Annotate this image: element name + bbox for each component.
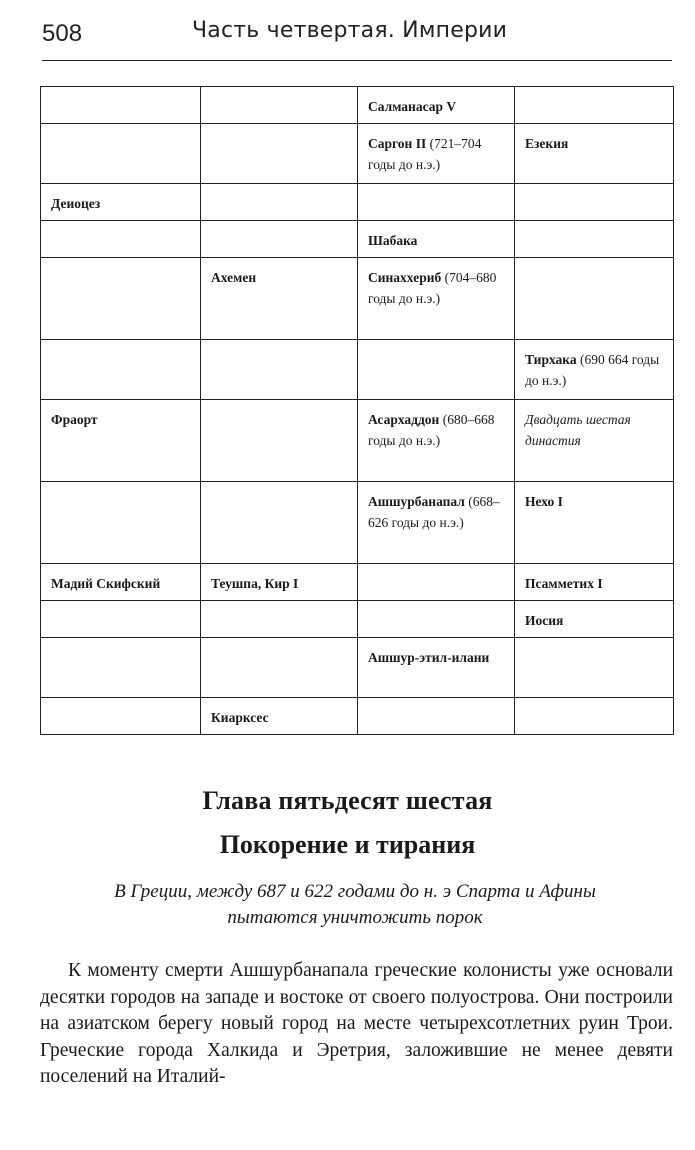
table-cell	[201, 124, 358, 184]
table-cell	[41, 221, 201, 258]
table-cell	[201, 638, 358, 698]
reign-dates: (680–668 годы до н.э.)	[368, 412, 495, 448]
table-cell	[515, 564, 674, 601]
table-cell	[515, 221, 674, 258]
table-cell	[201, 601, 358, 638]
table-row	[41, 698, 674, 735]
ruler-name: Ашшурбанапал	[368, 494, 465, 509]
page-number: 508	[42, 20, 83, 47]
body-paragraph: К моменту смерти Ашшурбанапала греческие колонисты уже основали десятки городов на западе и востоке от своего полуострова. Они построили на азиатском берегу новый город на месте четырехсотлетних руин Трои. Греческие города Халкида и Эретрия, заложившие не менее девяти поселений на Италий-	[40, 960, 673, 1087]
table-cell	[515, 400, 674, 482]
ruler-name: Псамметих I	[525, 576, 603, 591]
running-title: Часть четвертая. Империи	[192, 18, 508, 43]
table-cell	[358, 221, 515, 258]
table-cell	[41, 601, 201, 638]
ruler-name: Саргон II	[368, 136, 427, 151]
table-row	[41, 400, 674, 482]
table-cell	[358, 638, 515, 698]
table-cell	[41, 124, 201, 184]
table-cell	[515, 124, 674, 184]
ruler-name: Асархаддон	[368, 412, 440, 427]
table-cell	[358, 87, 515, 124]
table-cell	[358, 400, 515, 482]
table-cell	[41, 482, 201, 564]
table-cell	[201, 340, 358, 400]
ruler-name: Синаххериб	[368, 270, 442, 285]
table-cell	[41, 258, 201, 340]
table-cell	[201, 482, 358, 564]
table-cell	[201, 184, 358, 221]
chapter-subtitle: В Греции, между 687 и 622 годами до н. э Спарта и Афины пытаются уничтожить порок	[114, 881, 596, 928]
table-cell	[358, 124, 515, 184]
table-cell	[201, 258, 358, 340]
table-cell	[515, 87, 674, 124]
table-row	[41, 601, 674, 638]
table-cell	[201, 698, 358, 735]
table-row	[41, 340, 674, 400]
ruler-name: Киарксес	[211, 710, 269, 725]
table-row	[41, 258, 674, 340]
ruler-name: Салманасар V	[368, 99, 457, 114]
table-row	[41, 564, 674, 601]
reign-dates: (721–704 годы до н.э.)	[368, 136, 482, 172]
table-cell	[41, 638, 201, 698]
chapter-number: Глава пятьдесят шестая	[202, 786, 493, 815]
table-cell	[201, 564, 358, 601]
table-cell	[515, 482, 674, 564]
table-row	[41, 87, 674, 124]
table-cell	[41, 698, 201, 735]
table-cell	[515, 638, 674, 698]
ruler-name: Ахемен	[211, 270, 257, 285]
ruler-name: Иосия	[525, 613, 564, 628]
table-cell	[358, 258, 515, 340]
table-row	[41, 221, 674, 258]
table-cell	[41, 87, 201, 124]
table-cell	[41, 340, 201, 400]
table-cell	[515, 340, 674, 400]
table-cell	[358, 340, 515, 400]
table-cell	[358, 184, 515, 221]
table-cell	[41, 184, 201, 221]
ruler-name: Тирхака	[525, 352, 577, 367]
table-cell	[358, 482, 515, 564]
table-row	[41, 184, 674, 221]
table-cell	[41, 400, 201, 482]
table-row	[41, 124, 674, 184]
reign-dates: (704–680 годы до н.э.)	[368, 270, 497, 306]
ruler-name: Фраорт	[51, 412, 98, 427]
table-cell	[201, 87, 358, 124]
chronology-table	[40, 86, 674, 735]
table-cell	[358, 601, 515, 638]
table-cell	[358, 564, 515, 601]
table-cell	[515, 698, 674, 735]
reign-dates: (668–626 годы до н.э.)	[368, 494, 500, 530]
table-cell	[515, 258, 674, 340]
dynasty-note: Двадцать шестая династия	[525, 412, 631, 448]
table-cell	[201, 400, 358, 482]
table-cell	[515, 184, 674, 221]
table-cell	[201, 221, 358, 258]
ruler-name: Теушпа, Кир I	[211, 576, 299, 591]
ruler-name: Ашшур-этил-илани	[368, 650, 490, 665]
reign-dates: (690 664 годы до н.э.)	[525, 352, 660, 388]
table-cell	[515, 601, 674, 638]
ruler-name: Езекия	[525, 136, 569, 151]
page-header	[42, 14, 672, 61]
table-row	[41, 638, 674, 698]
ruler-name: Мадий Скифский	[51, 576, 161, 591]
chapter-title: Покорение и тирания	[219, 830, 476, 859]
table-cell	[358, 698, 515, 735]
table-cell	[41, 564, 201, 601]
ruler-name: Шабака	[368, 233, 418, 248]
table-row	[41, 482, 674, 564]
ruler-name: Нехо I	[525, 494, 563, 509]
ruler-name: Деиоцез	[51, 196, 101, 211]
